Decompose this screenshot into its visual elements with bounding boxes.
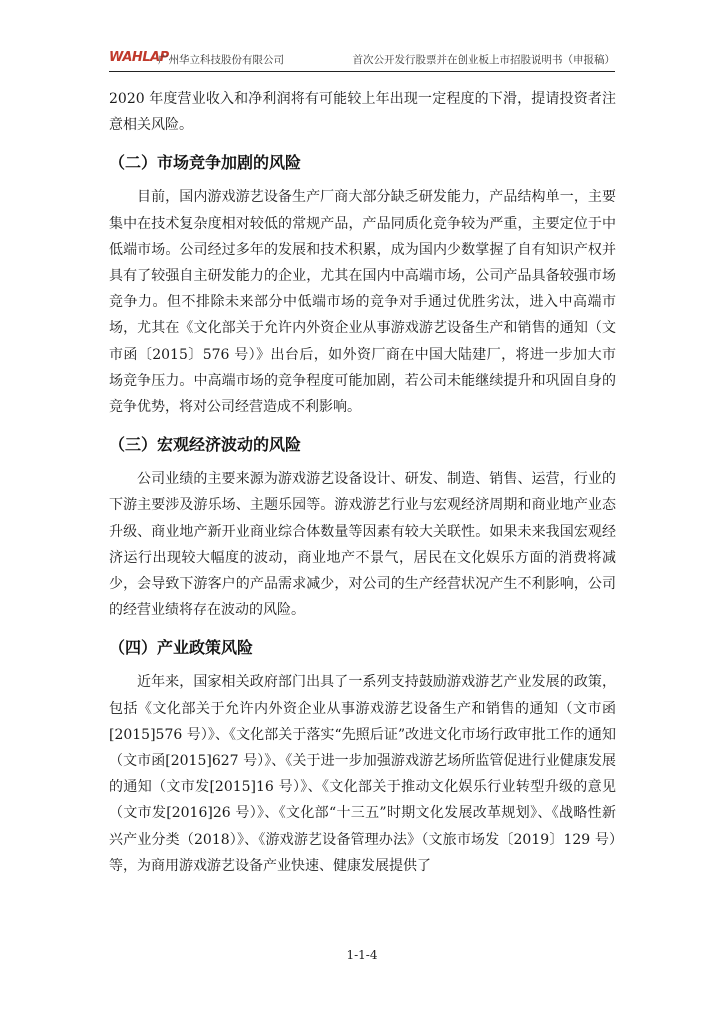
document-title: 首次公开发行股票并在创业板上市招股说明书（申报稿） [352,54,615,66]
page-number: 1-1-4 [346,948,378,962]
intro-paragraph: 2020 年度营业收入和净利润将有可能较上年出现一定程度的下滑，提请投资者注意相关风险。 [109,91,616,134]
section-2-paragraph: 目前，国内游戏游艺设备生产厂商大部分缺乏研发能力，产品结构单一，主要集中在技术复杂度相对较低的常规产品，产品同质化竞争较为严重，主要定位于中低端市场。公司经过多年的发展和技术积累，成为国内少数掌握了自有知识产权并具有了较强自主研发能力的企业，尤其在国内中高端市场，公司产品具备较强市场竞争力。但不排除未来部分中低端市场的竞争对手通过优胜劣汰，进入中高端市场，尤其在《文化部关于允许内外资企业从事游戏游艺设备生产和销售的通知（文市函〔2015〕576 号）》出台后，如外资厂商在中国大陆建厂，将进一步加大市场竞争压力。中高端市场的竞争程度可能加剧，若公司未能继续提升和巩固自身的竞争优势，将对公司经营造成不利影响。 [109,189,616,416]
page-header [109,47,615,72]
company-name: 广州华立科技股份有限公司 [158,54,284,66]
section-4-title: （四）产业政策风险 [109,638,254,658]
section-3-paragraph: 公司业绩的主要来源为游戏游艺设备设计、研发、制造、销售、运营，行业的下游主要涉及游乐场、主题乐园等。游戏游艺行业与宏观经济周期和商业地产业态升级、商业地产新开业商业综合体数量等因素有较大关联性。如果未来我国宏观经济运行出现较大幅度的波动，商业地产不景气，居民在文化娱乐方面的消费将减少，会导致下游客户的产品需求减少，对公司的生产经营状况产生不利影响，公司的经营业绩将存在波动的风险。 [109,471,616,619]
section-3-title: （三）宏观经济波动的风险 [109,435,302,455]
section-4-paragraph: 近年来，国家相关政府部门出具了一系列支持鼓励游戏游艺产业发展的政策，包括《文化部关于允许内外资企业从事游戏游艺设备生产和销售的通知（文市函[2015]576 号）》、《文化部关于落实“先照后证”改进文化市场行政审批工作的通知（文市函[2015]627 号）》、《关于进一步加强游戏游艺场所监管促进行业健康发展的通知（文市发[2015]16 号）》、《文化部关于推动文化娱乐行业转型升级的意见（文市发[2016]26 号）》、《文化部“十三五”时期文化发展改革规划》、《战略性新兴产业分类（2018）》、《游戏游艺设备管理办法》（文旅市场发〔2019〕129 号）等，为商用游戏游艺设备产业快速、健康发展提供了 [109,674,616,874]
logo-brand: WAHLAP [109,50,169,65]
page-content [109,86,616,879]
section-2-title: （二）市场竞争加剧的风险 [109,153,302,173]
